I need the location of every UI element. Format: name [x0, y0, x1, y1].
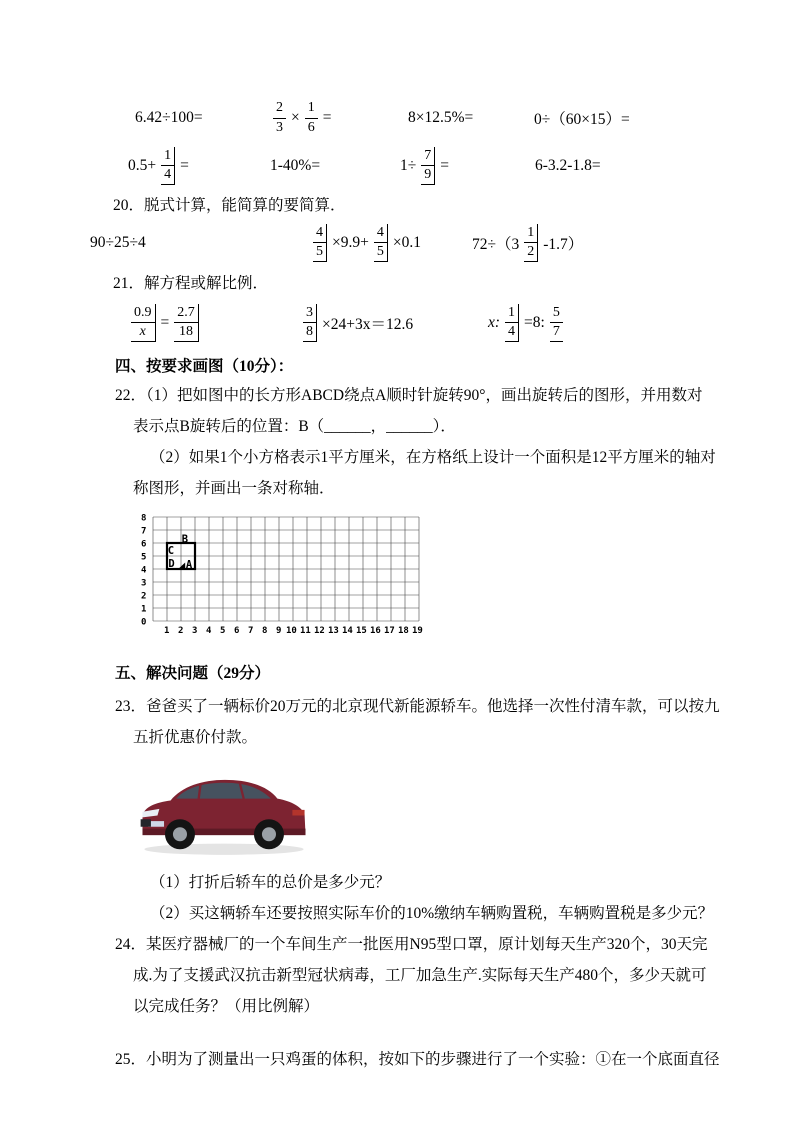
svg-text:7: 7: [248, 626, 254, 636]
multiply-operator: ×: [291, 109, 300, 126]
car-image: [135, 757, 313, 859]
question-24-line-2: 成.为了支援武汉抗击新型冠状病毒，工厂加急生产.实际每天生产480个，多少天就可: [133, 967, 707, 984]
question-24-line-1: 24．某医疗器械厂的一个车间生产一批医用N95型口罩，原计划每天生产320个，30天完: [115, 936, 708, 953]
svg-text:13: 13: [328, 626, 339, 636]
svg-text:1: 1: [141, 604, 147, 615]
question-22b-line-1: （2）如果1个小方格表示1平方厘米，在方格纸上设计一个面积是12平方厘米的轴对: [150, 449, 716, 466]
expression-text: ×24+3x＝12.6: [322, 316, 414, 333]
fraction-numerator: 4: [313, 224, 327, 243]
fraction: [161, 147, 175, 185]
question-23-sub-1: （1）打折后轿车的总价是多少元？: [150, 874, 391, 891]
calc-problem: 0÷（60×15）=: [534, 111, 630, 128]
question-22b-line-2: 称图形，并画出一条对称轴．: [133, 480, 335, 497]
calc-problem: 6-3.2-1.8=: [535, 157, 601, 174]
svg-text:B: B: [181, 533, 189, 546]
car-taillight: [292, 810, 304, 816]
oral-calc-row-2: [128, 144, 734, 188]
fraction: [524, 224, 538, 262]
question-22-line-1: 22．（1）把如图中的长方形ABCD绕点A顺时针旋转90°，画出旋转后的图形，并用数对: [115, 387, 703, 404]
question-23-sub-2: （2）买这辆轿车还要按照实际车价的10%缴纳车辆购置税，车辆购置税是多少元？: [150, 905, 714, 922]
svg-text:6: 6: [234, 626, 240, 636]
svg-text:2: 2: [178, 626, 184, 636]
fraction: [421, 147, 435, 185]
calc-problem: [472, 224, 583, 262]
section-5-title: 五、解决问题（29分）: [115, 665, 271, 682]
svg-text:8: 8: [141, 513, 147, 524]
expression-text: -1.7）: [543, 236, 584, 253]
fraction: [550, 304, 563, 342]
coordinate-grid: [135, 512, 435, 642]
fraction-denominator: 3: [276, 119, 283, 135]
question-23-line-2: 五折优惠价付款。: [133, 729, 258, 746]
equals-sign: =: [322, 109, 332, 126]
fraction-denominator: 5: [374, 243, 388, 262]
svg-text:11: 11: [300, 626, 311, 636]
expression-text: 72÷（3: [472, 236, 520, 253]
svg-text:18: 18: [398, 626, 409, 636]
svg-text:A: A: [185, 559, 193, 571]
car-hub: [262, 827, 276, 841]
fraction-denominator: 2: [524, 243, 538, 262]
expression-text: x:: [488, 314, 501, 331]
svg-text:10: 10: [286, 626, 297, 636]
svg-text:12: 12: [314, 626, 325, 636]
svg-text:9: 9: [276, 626, 282, 636]
svg-text:4: 4: [206, 626, 212, 636]
fraction-numerator: 1: [524, 224, 538, 243]
svg-text:17: 17: [384, 626, 395, 636]
equals-sign: =: [180, 157, 189, 174]
fraction: [305, 99, 318, 136]
calc-problem: [128, 147, 270, 185]
svg-text:6: 6: [141, 539, 147, 550]
calc-problem: 90÷25÷4: [90, 234, 146, 251]
grid-figure: [135, 512, 734, 647]
fraction-denominator: 8: [303, 323, 317, 342]
fraction-numerator: 5: [550, 304, 563, 323]
svg-text:15: 15: [356, 626, 367, 636]
fraction-numerator: 0.9: [131, 304, 156, 323]
expression-text: ×0.1: [392, 234, 421, 251]
svg-text:5: 5: [141, 552, 147, 563]
question-20-title: 20．脱式计算，能简算的要简算．: [113, 197, 346, 214]
equals-sign: =: [160, 314, 170, 331]
oral-calc-row-1: [135, 96, 734, 140]
svg-text:0: 0: [141, 617, 147, 628]
equals-sign: =: [440, 157, 450, 174]
expression-text: =8:: [524, 314, 545, 331]
car-shadow: [144, 844, 303, 855]
question-24-line-3: 以完成任务？（用比例解）: [133, 998, 320, 1015]
fraction-numerator: 1: [505, 304, 519, 323]
fraction: [273, 99, 286, 136]
calc-problem: 1-40%=: [270, 157, 321, 174]
fraction: [131, 304, 156, 342]
svg-text:4: 4: [141, 565, 147, 576]
svg-text:16: 16: [370, 626, 381, 636]
equation-problem: [128, 304, 300, 342]
fraction-numerator: 2.7: [174, 304, 199, 323]
calc-problem: 8×12.5%=: [408, 109, 474, 126]
fraction: [303, 304, 317, 342]
fraction-denominator: 18: [174, 323, 199, 342]
fraction: [313, 224, 327, 262]
car-illustration: [135, 757, 313, 859]
fraction: [174, 304, 199, 342]
calc-problem: [400, 147, 535, 185]
question-25-line-1: 25．小明为了测量出一只鸡蛋的体积，按如下的步骤进行了一个实验：①在一个底面直径: [115, 1051, 720, 1068]
svg-text:3: 3: [192, 626, 198, 636]
calc-problem: [270, 99, 408, 136]
fraction-denominator: 5: [313, 243, 327, 262]
expression-text: 1÷: [400, 157, 417, 174]
fraction: [505, 304, 519, 342]
question-22-line-2: 表示点B旋转后的位置：B（______，______）．: [133, 418, 456, 435]
fraction-denominator: x: [131, 323, 156, 342]
section-4-title: 四、按要求画图（10分）：: [115, 358, 294, 375]
equation-problem: [300, 304, 488, 342]
svg-text:D: D: [168, 558, 175, 571]
fraction-denominator: 6: [307, 119, 315, 135]
calc-problem: 6.42÷100=: [135, 109, 203, 126]
fraction-numerator: 7: [421, 147, 435, 166]
svg-text:C: C: [167, 545, 175, 558]
question-21-title: 21．解方程或解比例．: [113, 275, 269, 292]
fraction-denominator: 7: [550, 323, 563, 342]
svg-text:1: 1: [164, 626, 170, 636]
svg-text:7: 7: [141, 526, 147, 537]
equation-problem: [488, 304, 566, 342]
svg-text:19: 19: [412, 626, 423, 636]
question-23-line-1: 23．爸爸买了一辆标价20万元的北京现代新能源轿车。他选择一次性付清车款，可以按九: [115, 698, 720, 715]
car-grille: [141, 819, 151, 826]
fraction-denominator: 4: [161, 166, 175, 185]
svg-text:5: 5: [220, 626, 226, 636]
svg-text:8: 8: [262, 626, 268, 636]
svg-text:14: 14: [342, 626, 353, 636]
car-hub: [173, 827, 187, 841]
fraction-numerator: 2: [273, 99, 286, 118]
calc-problem: [310, 224, 472, 262]
fraction: [374, 224, 388, 262]
svg-text:3: 3: [141, 578, 147, 589]
fraction-numerator: 1: [305, 99, 318, 118]
fraction-numerator: 1: [161, 147, 175, 166]
expression-text: 0.5+: [128, 157, 157, 174]
question-21-problems: [128, 298, 734, 348]
expression-text: ×9.9+: [332, 234, 369, 251]
fraction-denominator: 9: [421, 166, 435, 185]
fraction-denominator: 4: [505, 323, 519, 342]
fraction-numerator: 4: [374, 224, 388, 243]
svg-text:2: 2: [141, 591, 147, 602]
fraction-numerator: 3: [303, 304, 317, 323]
question-20-problems: [90, 220, 734, 266]
